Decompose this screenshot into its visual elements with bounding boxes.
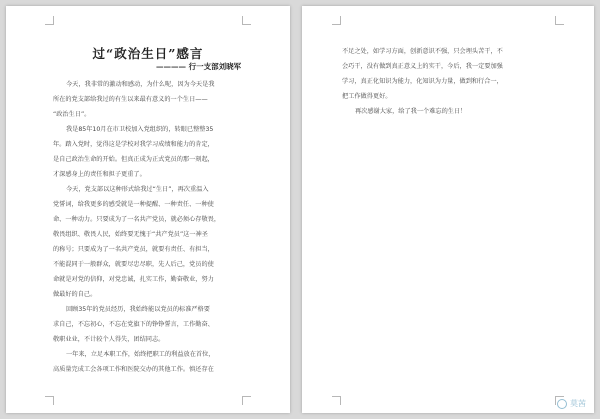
margin-mark-top-right xyxy=(242,16,251,25)
body-line: 敬畏组织、敬畏人民，始终要无愧于“共产党员”这一神圣 xyxy=(53,231,208,238)
body-line: 求自己，不忘初心，不忘在党旗下的铮铮誓言，工作勤奋、 xyxy=(53,321,214,328)
body-line: 今天，我非常的激动和感动，为什么呢，因为今天是我 xyxy=(66,81,215,88)
body-line: 党誓词，给我更多的感受就是一种提醒、一种责任、一种使 xyxy=(53,201,214,208)
body-line: 会巧干，没有做到真正意义上的实干，今后，我一定要加强 xyxy=(342,63,503,70)
margin-mark-top-left xyxy=(45,16,54,25)
body-line: 再次感谢大家，给了我一个难忘的生日！ xyxy=(355,108,467,115)
margin-mark-bottom-left xyxy=(45,396,54,405)
document-page-1 xyxy=(6,6,290,413)
body-line: 做最好的自己。 xyxy=(53,291,97,298)
body-line: 才深感身上的责任和担子更重了。 xyxy=(53,171,146,178)
body-line: 今天，党支部以这种形式给我过“生日”，再次重温入 xyxy=(66,186,209,193)
margin-mark-top-left xyxy=(332,16,341,25)
body-line: 的称号；只要成为了一名共产党员，就要有责任、有担当， xyxy=(53,246,214,253)
document-byline: ———— 行一支部刘晓军 xyxy=(156,62,242,71)
body-line: 敬职业业，不计较个人得失，团结同志。 xyxy=(53,336,165,343)
margin-mark-top-right xyxy=(555,16,564,25)
document-title: 过“政治生日”感言 xyxy=(92,46,204,61)
watermark xyxy=(557,398,586,409)
watermark-logo-icon xyxy=(557,399,567,409)
body-line: 不足之处，如学习方面，创新意识不强，只会埋头苦干，不 xyxy=(342,48,503,55)
body-line: 学习，真正化知识为能力，化知识为力量，做到和行合一， xyxy=(342,78,503,85)
watermark-text: 莫茜 xyxy=(570,399,586,408)
body-line: 高质量完成工会各项工作和医院交办的其他工作。慎还存在 xyxy=(53,366,214,373)
body-line: “政治生日”。 xyxy=(53,111,91,118)
body-line: 命、一种动力。只要成为了一名共产党员，就必须心存敬畏， xyxy=(53,216,221,223)
body-line: 年。踏入党时，觉得这是学校对我学习成绩和能力的肯定， xyxy=(53,141,214,148)
body-line: 我是85年10月在市卫校加入党组织的，转眼已整整35 xyxy=(66,126,214,133)
body-line: 所在的党支部给我过的有生以来最有意义的一个生日—— xyxy=(53,96,208,103)
body-line: 是自己政治生命的开始。但真正成为正式党员的那一刻起， xyxy=(53,156,214,163)
body-line: 回顾35年的党员经历，我始终能以党员的标准严格要 xyxy=(66,306,210,313)
body-line: 不能混同于一般群众，就要尽忠尽职，先人后己，党员的使 xyxy=(53,261,214,268)
body-line: 命就是对党的信仰，对党忠诚，扎实工作，勤奋敬业，努力 xyxy=(53,276,214,283)
margin-mark-bottom-left xyxy=(332,396,341,405)
body-line: 一年来，立足本职工作，始终把职工的利益放在首位， xyxy=(66,351,215,358)
body-line: 把工作做得更好。 xyxy=(342,93,392,100)
margin-mark-bottom-right xyxy=(242,396,251,405)
document-page-2 xyxy=(302,6,594,413)
